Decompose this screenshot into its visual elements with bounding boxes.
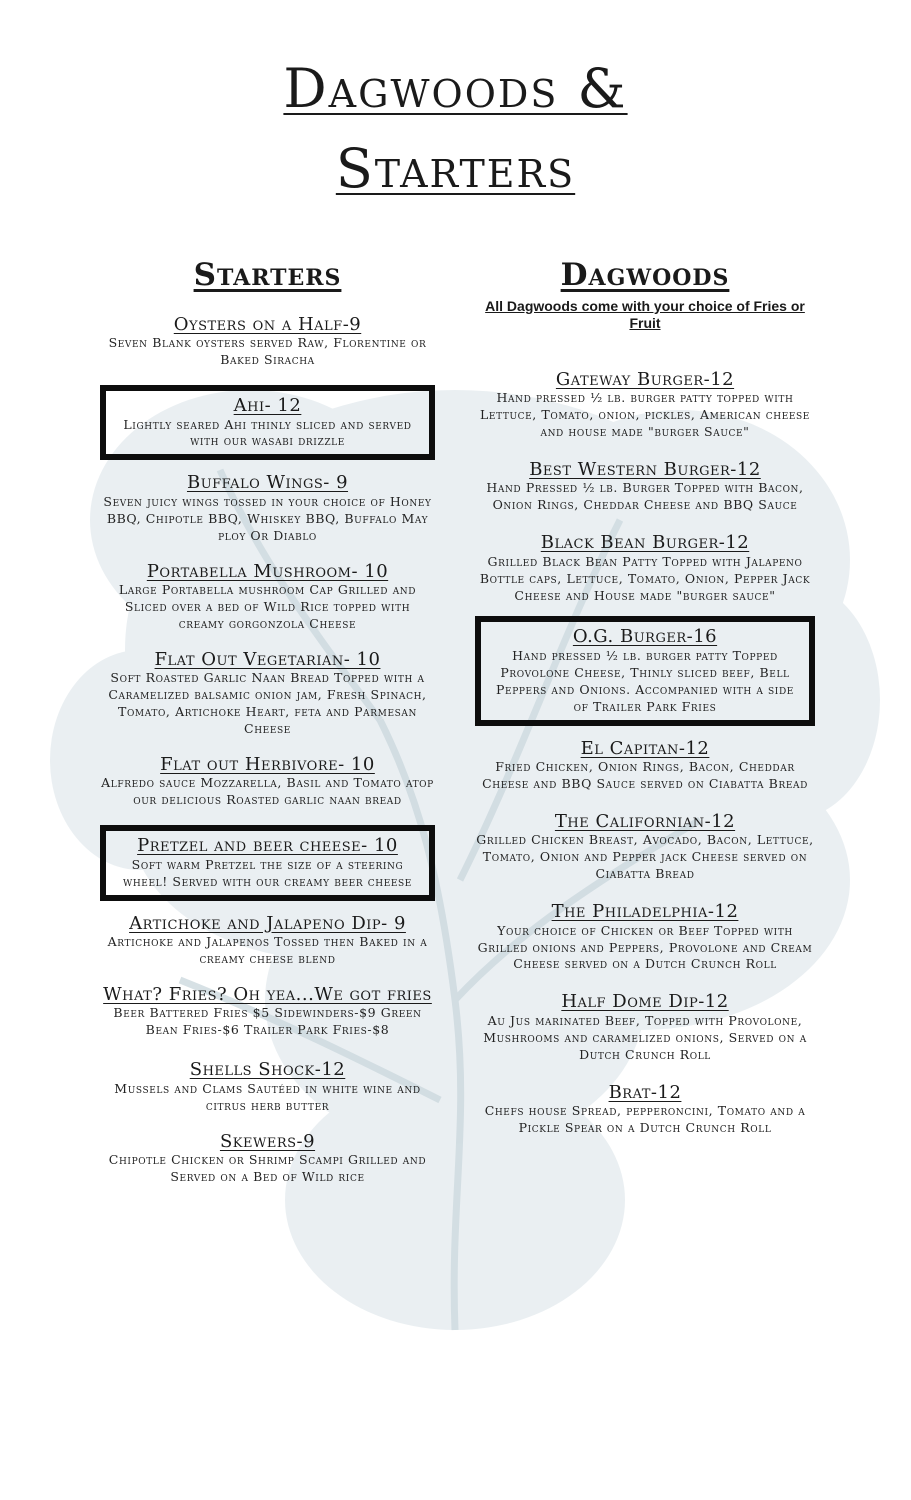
menu-item bbox=[475, 616, 815, 725]
menu-item bbox=[100, 825, 435, 900]
menu-item-name: Buffalo Wings- 9 bbox=[186, 472, 349, 494]
menu-item-description: Lightly seared Ahi thinly sliced and served with our wasabi drizzle bbox=[123, 416, 412, 449]
menu-item-description: Hand Pressed ½ lb. Burger Topped with Bacon, Onion Rings, Cheddar Cheese and BBQ Sauce bbox=[486, 480, 804, 513]
menu-item bbox=[100, 314, 435, 369]
menu-item bbox=[100, 1131, 435, 1186]
menu-item-description: Soft Roasted Garlic Naan Bread Topped with a Caramelized balsamic onion jam, Fresh Spinach, Tomato, Artichoke Heart, feta and Parmesan Cheese bbox=[108, 670, 427, 736]
page-title-line2: Starters bbox=[335, 137, 576, 200]
menu-item-description: Hand pressed ½ lb. burger patty topped with Lettuce, Tomato, onion, pickles, American cheese and house made "burger Sauce" bbox=[480, 390, 810, 439]
menu-item-name: Artichoke and Jalapeno Dip- 9 bbox=[129, 912, 406, 934]
menu-item-description: Hand pressed ½ lb. burger patty Topped Provolone Cheese, Thinly sliced beef, Bell Peppers and Onions. Accompanied with a side of Trailer Park Fries bbox=[496, 648, 794, 714]
menu-item-description: Large Portabella mushroom Cap Grilled and Sliced over a bed of Wild Rice topped with creamy gorgonzola Cheese bbox=[118, 582, 417, 631]
menu-item-description: Au Jus marinated Beef, Topped with Provolone, Mushrooms and caramelized onions, Served on a Dutch Crunch Roll bbox=[483, 1012, 807, 1062]
menu-item-description: Alfredo sauce Mozzarella, Basil and Tomato atop our delicious Roasted garlic naan bread bbox=[101, 775, 434, 808]
menu-item-description: Seven juicy wings tossed in your choice of Honey BBQ, Chipotle BBQ, Whiskey BBQ, Buffalo May ploy Or Diablo bbox=[103, 493, 432, 543]
menu-item bbox=[475, 459, 815, 514]
menu-item bbox=[100, 649, 435, 738]
menu-item bbox=[475, 738, 815, 793]
dagwoods-heading: Dagwoods bbox=[560, 257, 730, 293]
menu-item-description: Chipotle Chicken or Shrimp Scampi Grilled and Served on a Bed of Wild rice bbox=[108, 1152, 427, 1185]
menu-item bbox=[100, 561, 435, 633]
starters-column bbox=[100, 258, 435, 1186]
page-title-line1: Dagwoods & bbox=[283, 57, 628, 120]
menu-item-name: El Capitan-12 bbox=[580, 737, 710, 759]
menu-item-name: Skewers-9 bbox=[219, 1130, 316, 1152]
starters-heading: Starters bbox=[193, 257, 342, 293]
menu-item-description: Grilled Black Bean Patty Topped with Jalapeno Bottle caps, Lettuce, Tomato, Onion, Pepper Jack Cheese and House made "burger sauce" bbox=[479, 553, 811, 603]
menu-item bbox=[100, 385, 435, 460]
menu-item bbox=[100, 1059, 435, 1114]
menu-item-name: The Philadelphia-12 bbox=[551, 901, 739, 923]
menu-item-name: Half Dome Dip-12 bbox=[561, 991, 729, 1013]
menu-item-description: Fried Chicken, Onion Rings, Bacon, Cheddar Cheese and BBQ Sauce served on Ciabatta Bread bbox=[482, 759, 808, 791]
starters-list bbox=[100, 314, 435, 1186]
menu-item bbox=[100, 472, 435, 544]
menu-item bbox=[100, 754, 435, 809]
menu-item-name: Shells Shock-12 bbox=[189, 1059, 346, 1081]
menu-item bbox=[475, 369, 815, 441]
menu-item-name: O.G. Burger-16 bbox=[572, 626, 718, 648]
menu-item-description: Chefs house Spread, pepperoncini, Tomato and a Pickle Spear on a Dutch Crunch Roll bbox=[484, 1103, 806, 1135]
dagwoods-note: All Dagwoods come with your choice of Fries or Fruit bbox=[485, 297, 805, 332]
menu-item-name: Pretzel and beer cheese- 10 bbox=[137, 835, 398, 857]
menu-item-name: Gateway Burger-12 bbox=[555, 368, 735, 390]
menu-item-name: The Californian-12 bbox=[554, 810, 736, 832]
menu-item bbox=[475, 901, 815, 973]
menu-item-description: Your choice of Chicken or Beef Topped with Grilled onions and Peppers, Provolone and Cream Cheese served on a Dutch Crunch Roll bbox=[477, 922, 813, 972]
menu-item bbox=[475, 811, 815, 883]
menu-item-name: Flat out Herbivore- 10 bbox=[160, 753, 375, 775]
menu-item-name: What? Fries? Oh yea...We got fries bbox=[103, 983, 432, 1005]
menu-item-name: Black Bean Burger-12 bbox=[540, 532, 750, 554]
menu-item-name: Flat Out Vegetarian- 10 bbox=[154, 648, 381, 670]
menu-item-description: Beer Battered Fries $5 Sidewinders-$9 Green Bean Fries-$6 Trailer Park Fries-$8 bbox=[113, 1005, 422, 1038]
menu-item bbox=[100, 984, 435, 1039]
menu-item-description: Grilled Chicken Breast, Avocado, Bacon, Lettuce, Tomato, Onion and Pepper jack Cheese served on Ciabatta Bread bbox=[476, 832, 814, 882]
menu-item-description: Seven Blank oysters served Raw, Florentine or Baked Siracha bbox=[108, 335, 427, 368]
menu-item-name: Brat-12 bbox=[608, 1081, 682, 1103]
menu-item-description: Soft warm Pretzel the size of a steering wheel! Served with our creamy beer cheese bbox=[123, 856, 412, 889]
menu-item-name: Portabella Mushroom- 10 bbox=[146, 560, 389, 582]
menu-item bbox=[475, 991, 815, 1063]
menu-item-description: Artichoke and Jalapenos Tossed then Baked in a creamy cheese blend bbox=[107, 934, 428, 967]
menu-item bbox=[475, 1082, 815, 1137]
menu-item bbox=[100, 913, 435, 968]
menu-item-name: Best Western Burger-12 bbox=[529, 458, 761, 480]
menu-item bbox=[475, 532, 815, 604]
menu-item-description: Mussels and Clams Sautéed in white wine and citrus herb butter bbox=[114, 1080, 421, 1113]
dagwoods-list bbox=[475, 369, 815, 1137]
menu-item-name: Ahi- 12 bbox=[233, 394, 302, 416]
dagwoods-column bbox=[475, 258, 815, 1137]
menu-item-name: Oysters on a Half-9 bbox=[173, 313, 362, 335]
